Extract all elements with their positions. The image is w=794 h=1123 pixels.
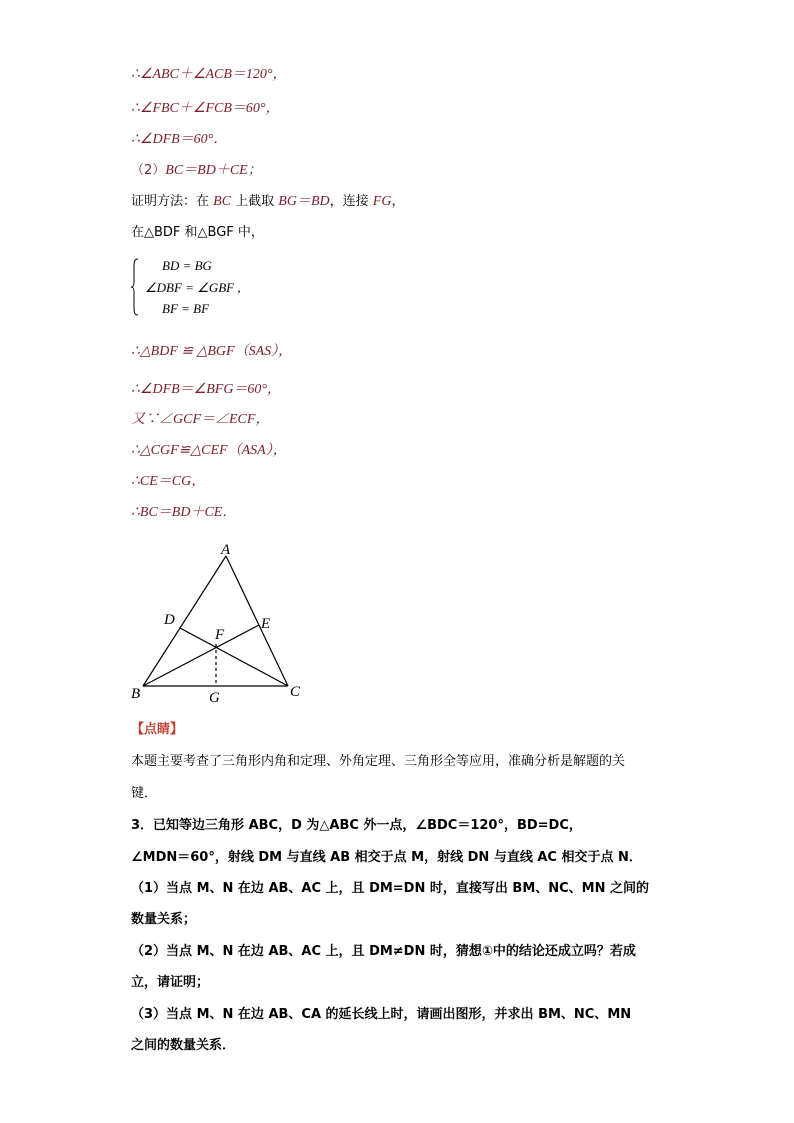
proof-text: ∴△CGF≌△CEF（ASA）， [131, 443, 287, 458]
proof-line-11 [131, 473, 205, 491]
question3-line-1: 3．已知等边三角形 ABC，D 为△ABC 外一点，∠BDC＝120°，BD=DC， [131, 818, 582, 833]
proof-line-2 [131, 100, 280, 118]
label-g: G [209, 690, 220, 706]
proof-line-8 [131, 381, 281, 399]
side-ac [226, 556, 288, 686]
proof-line-7 [131, 343, 292, 361]
question3-line-2: ∠MDN＝60°，射线 DM 与直线 AB 相交于点 M，射线 DN 与直线 AC 相交于点 N． [131, 850, 642, 865]
proof-line-9 [131, 411, 269, 429]
question3-line-3: （1）当点 M、N 在边 AB、AC 上，且 DM=DN 时，直接写出 BM、NC、MN 之间的 [131, 881, 650, 896]
side-ab [143, 556, 226, 686]
comment-text-1: 本题主要考查了三角形内角和定理、外角定理、三角形全等应用，准确分析是解题的关 [131, 754, 626, 769]
label-e: E [261, 616, 271, 632]
proof-line-3 [131, 131, 227, 149]
proof-text: ∴∠ABC＋∠ACB＝120°， [131, 67, 287, 82]
proof-text: 证明方法：在 [131, 194, 214, 209]
proof-text: ∴∠FBC＋∠FCB＝60°， [131, 101, 280, 116]
proof-line-10 [131, 442, 287, 460]
segment-be [143, 625, 259, 686]
proof-text: ∴∠DFB＝60°． [131, 132, 228, 147]
segment-cd [180, 628, 288, 686]
label-c: C [290, 684, 301, 700]
proof-text: ∴∠DFB＝∠BFG＝60°， [131, 382, 282, 397]
part-number: （2） [131, 163, 166, 178]
triangle-figure [128, 540, 308, 706]
proof-math: FG [372, 194, 392, 209]
proof-line-6: 在△BDF 和△BGF 中， [131, 225, 264, 240]
question3-line-7: （3）当点 M、N 在边 AB、CA 的延长线上时，请画出图形，并求出 BM、NC、MN [131, 1007, 632, 1022]
left-brace-icon [131, 258, 139, 316]
system-eq-3: BF = BF [162, 301, 210, 316]
system-eq-2: ∠DBF = ∠GBF , [145, 280, 241, 295]
proof-line-1 [131, 66, 287, 84]
label-f: F [215, 627, 225, 643]
question3-line-4: 数量关系； [131, 912, 197, 927]
proof-math: BC [213, 194, 232, 209]
proof-text: 又∵∠GCF＝∠ECF， [131, 412, 270, 427]
label-b: B [131, 686, 141, 702]
system-eq-1: BD = BG [162, 258, 212, 273]
proof-line-5 [131, 193, 404, 211]
proof-text: BC＝BD＋CE； [165, 163, 262, 178]
comment-heading: 【点睛】 [131, 722, 184, 737]
label-d: D [164, 612, 175, 628]
question3-line-8: 之间的数量关系． [131, 1038, 236, 1053]
proof-text: ，连接 [329, 194, 373, 209]
proof-line-4 [131, 162, 262, 180]
question3-line-5: （2）当点 M、N 在边 AB、AC 上，且 DM≠DN 时，猜想①中的结论还成立吗？若成 [131, 944, 636, 959]
label-a: A [221, 542, 231, 558]
proof-text: ∴△BDF ≌ △BGF（SAS）， [131, 344, 293, 359]
proof-text: ， [391, 194, 405, 209]
proof-text: 上截取 [231, 194, 279, 209]
comment-text-2: 键． [131, 786, 158, 801]
proof-math: BG＝BD [278, 194, 330, 209]
proof-line-12 [131, 504, 236, 522]
proof-text: ∴CE＝CG， [131, 474, 206, 489]
proof-text: ∴BC＝BD＋CE． [131, 505, 237, 520]
question3-line-6: 立，请证明； [131, 975, 210, 990]
